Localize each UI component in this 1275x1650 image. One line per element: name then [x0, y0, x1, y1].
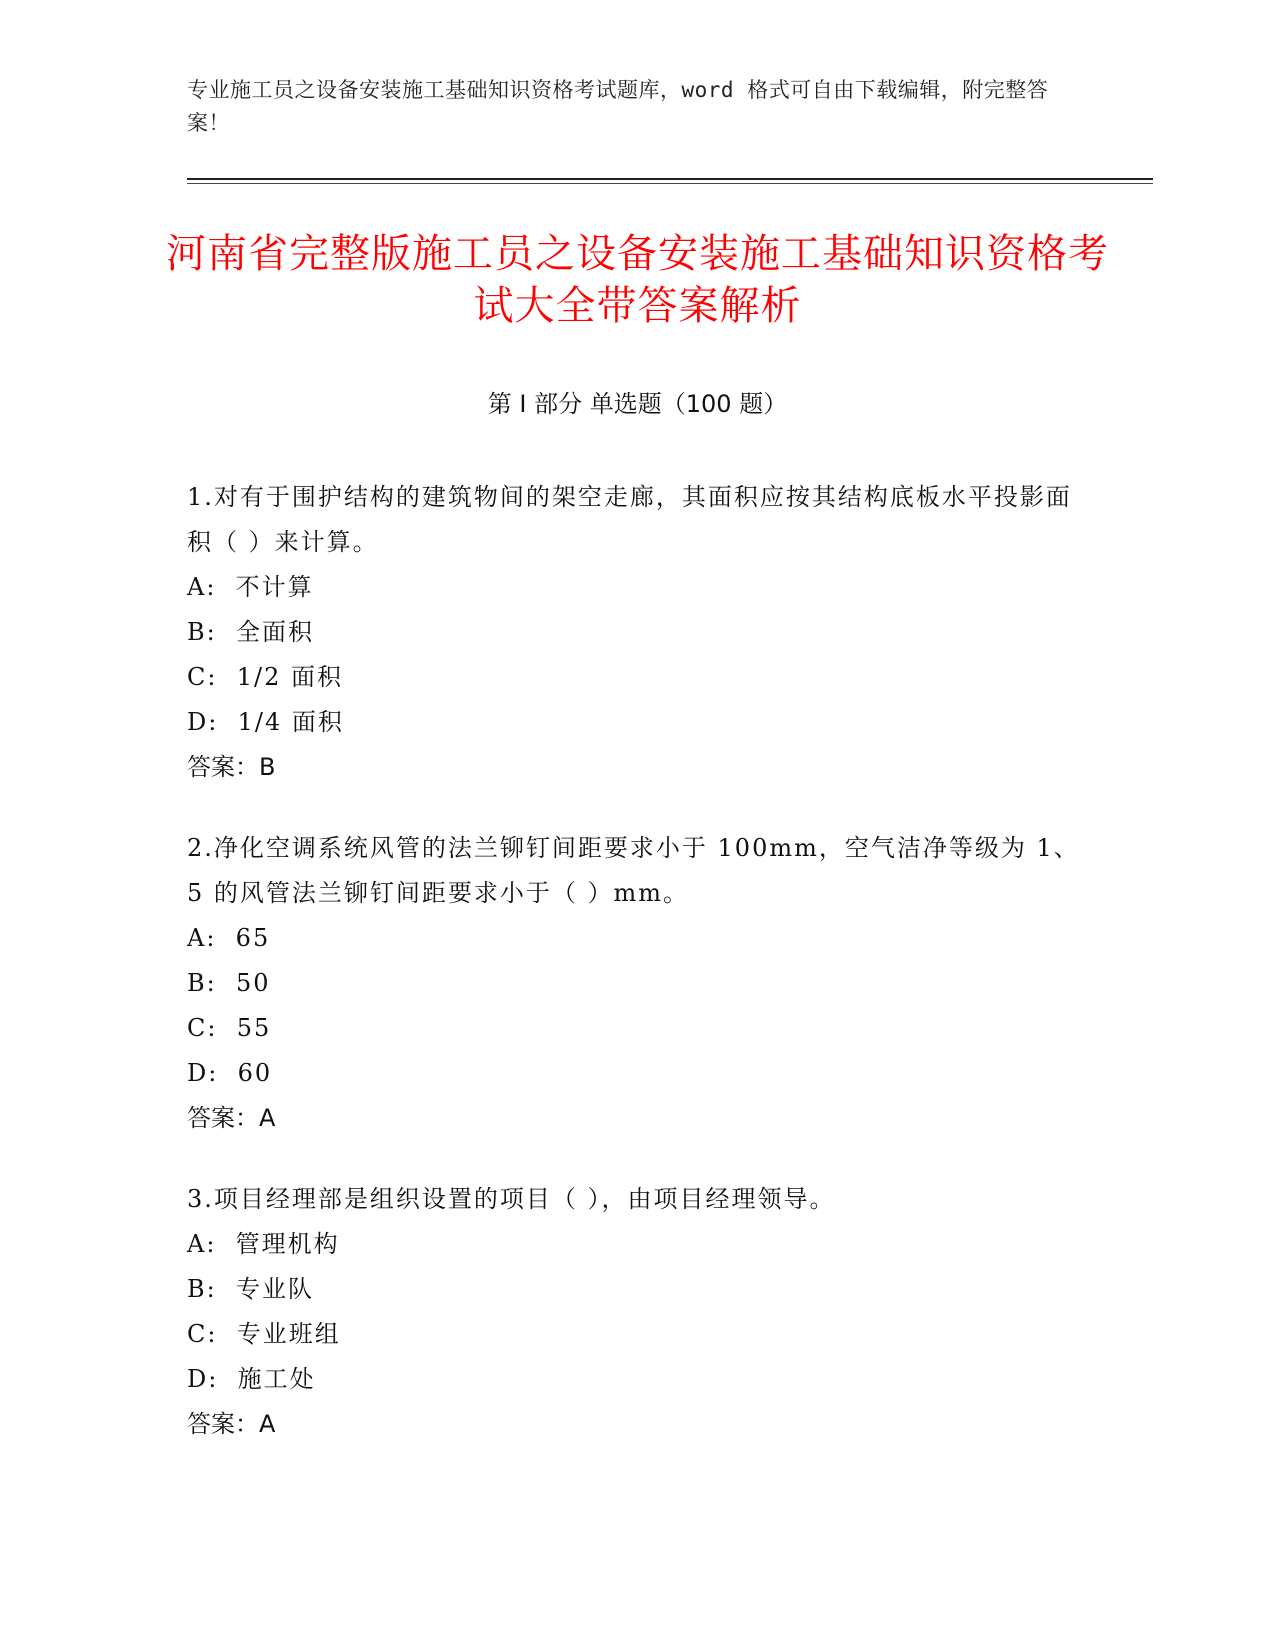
- option-b: B: 全面积: [187, 618, 314, 646]
- header-rule-thick: [187, 178, 1153, 180]
- header-note: 专业施工员之设备安装施工基础知识资格考试题库，word 格式可自由下载编辑，附完整答案！: [187, 78, 1049, 135]
- option-d: D: 60: [187, 1059, 273, 1087]
- section-heading: 第 I 部分 单选题（100 题）: [487, 390, 788, 418]
- question-1: [187, 475, 1087, 790]
- answer-line: 答案：A: [187, 1104, 276, 1132]
- answer-line: 答案：A: [187, 1410, 276, 1438]
- document-title: 河南省完整版施工员之设备安装施工基础知识资格考试大全带答案解析: [166, 231, 1109, 329]
- option-a: A: 65: [187, 924, 271, 952]
- question-stem: 2.净化空调系统风管的法兰铆钉间距要求小于 100mm，空气洁净等级为 1、5 的风管法兰铆钉间距要求小于（ ）mm。: [187, 834, 1080, 907]
- question-stem: 1.对有于围护结构的建筑物间的架空走廊，其面积应按其结构底板水平投影面积（ ）来计算。: [187, 483, 1072, 556]
- answer-line: 答案：B: [187, 753, 276, 781]
- option-c: C: 1/2 面积: [187, 663, 343, 691]
- question-list: [187, 475, 1087, 1483]
- question-3: [187, 1177, 1087, 1447]
- option-d: D: 施工处: [187, 1365, 316, 1393]
- question-stem: 3.项目经理部是组织设置的项目（ ），由项目经理领导。: [187, 1185, 836, 1213]
- option-c: C: 55: [187, 1014, 272, 1042]
- option-b: B: 专业队: [187, 1275, 314, 1303]
- option-a: A: 不计算: [187, 573, 314, 601]
- option-a: A: 管理机构: [187, 1230, 340, 1258]
- option-c: C: 专业班组: [187, 1320, 341, 1348]
- header-rule-thin: [187, 183, 1153, 184]
- question-2: [187, 826, 1087, 1141]
- option-d: D: 1/4 面积: [187, 708, 344, 736]
- option-b: B: 50: [187, 969, 271, 997]
